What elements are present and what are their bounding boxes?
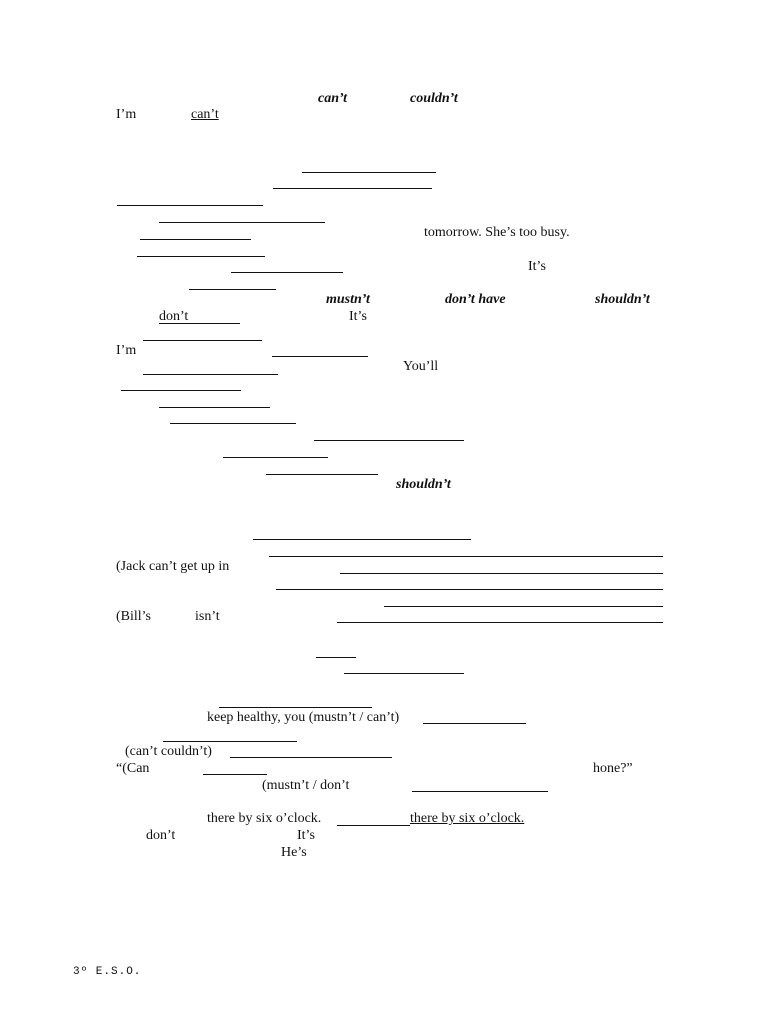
- answer-blank[interactable]: [203, 774, 267, 775]
- item-hes-text: He’s: [281, 845, 307, 860]
- answer-blank[interactable]: [337, 622, 663, 623]
- answer-blank[interactable]: [137, 256, 265, 257]
- heading-shouldnt: shouldn’t: [595, 292, 650, 307]
- answer-blank[interactable]: [340, 573, 663, 574]
- item-isnt-text: isn’t: [195, 609, 220, 624]
- answer-blank[interactable]: [140, 239, 251, 240]
- heading-dont-have: don’t have: [445, 292, 506, 307]
- answer-blank[interactable]: [121, 390, 241, 391]
- answer-blank[interactable]: [269, 556, 663, 557]
- item-bill-text: (Bill’s: [116, 609, 152, 624]
- item-mustnt-dont-text: (mustn’t / don’t: [262, 778, 350, 793]
- example-subject: I’m: [116, 107, 137, 122]
- item-healthy-text: keep healthy, you (mustn’t / can’t): [207, 710, 400, 725]
- answer-blank[interactable]: [117, 205, 263, 206]
- example-answer: can’t: [191, 107, 219, 122]
- item-dont-text: don’t: [146, 828, 176, 843]
- answer-blank[interactable]: [316, 657, 356, 658]
- answer-blank[interactable]: [384, 606, 663, 607]
- answer-blank[interactable]: [344, 673, 464, 674]
- answer-blank[interactable]: [170, 423, 296, 424]
- answer-blank[interactable]: [143, 374, 278, 375]
- answer-blank[interactable]: [412, 791, 548, 792]
- answer-blank[interactable]: [159, 407, 270, 408]
- answer-blank[interactable]: [273, 188, 432, 189]
- answer-blank[interactable]: [253, 539, 471, 540]
- answer-blank[interactable]: [219, 707, 372, 708]
- item-can-text: “(Can: [116, 761, 150, 776]
- item-jack-text: (Jack can’t get up in: [116, 559, 230, 574]
- answer-blank[interactable]: [266, 474, 378, 475]
- answer-blank[interactable]: [143, 340, 262, 341]
- item-phone-text: hone?”: [593, 761, 633, 776]
- answer-blank[interactable]: [231, 272, 343, 273]
- answer-blank[interactable]: [337, 825, 410, 826]
- example2-its-text: It’s: [349, 309, 367, 324]
- item-sixoclock-text: there by six o’clock.: [207, 811, 322, 826]
- heading-couldnt: couldn’t: [410, 91, 458, 106]
- heading-cant: can’t: [318, 91, 348, 106]
- heading-mustnt: mustn’t: [326, 292, 370, 307]
- answer-blank[interactable]: [223, 457, 328, 458]
- answer-blank[interactable]: [189, 289, 276, 290]
- item-youll-text: You’ll: [403, 359, 439, 374]
- item-tomorrow-text: tomorrow. She’s too busy.: [424, 225, 570, 240]
- answer-blank[interactable]: [163, 741, 297, 742]
- example2-underline: [159, 323, 240, 324]
- footer-course: 3º E.S.O.: [73, 966, 142, 978]
- item-sixoclock-answer: there by six o’clock.: [410, 811, 525, 826]
- heading-shouldnt-2: shouldn’t: [396, 477, 451, 492]
- item-im-text: I’m: [116, 343, 137, 358]
- answer-blank[interactable]: [230, 757, 392, 758]
- item-its-text: It’s: [528, 259, 546, 274]
- example2-answer: don’t: [159, 309, 189, 324]
- answer-blank[interactable]: [159, 222, 325, 223]
- answer-blank[interactable]: [276, 589, 663, 590]
- answer-blank[interactable]: [272, 356, 368, 357]
- item-its-text-2: It’s: [297, 828, 315, 843]
- answer-blank[interactable]: [423, 723, 526, 724]
- answer-blank[interactable]: [314, 440, 464, 441]
- item-cant-couldnt-text: (can’t couldn’t): [125, 744, 212, 759]
- answer-blank[interactable]: [302, 172, 436, 173]
